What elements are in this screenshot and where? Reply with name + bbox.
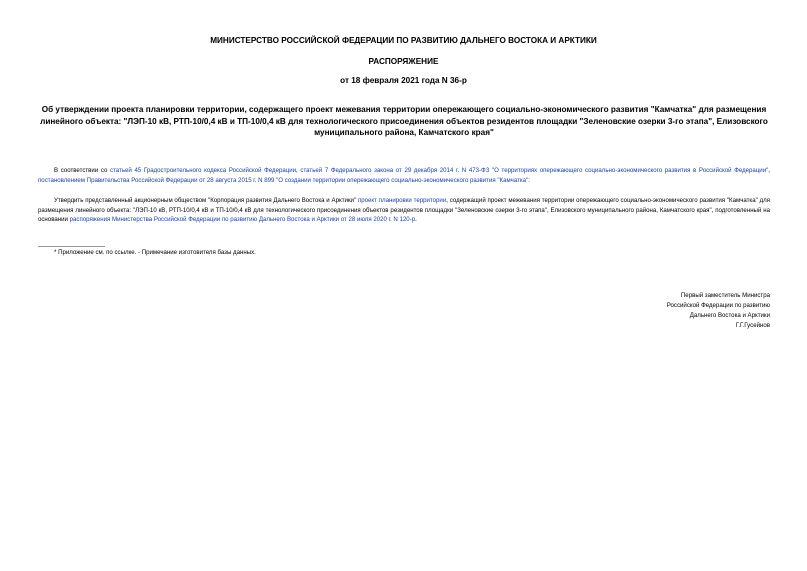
link-gradostroitelny-kodeks[interactable]: статьей 45 Градостроительного кодекса Российской Федерации [110, 167, 297, 174]
order-text-2: , содержащий проект межевания территории опережающего социально-экономического развития "Камчатка" для размещения линейного объекта: "ЛЭП-10 кВ, РТП-10/0,4 кВ и ТП-10/0,4 кВ для технологического присоединения объектов резидентов площадки "Зеленовские озерки 3-го этапа", Елизовского муниципального района, Камчатского края", подготовленный на основании [38, 197, 770, 224]
link-federal-law-473[interactable]: статьей 7 Федерального закона от 29 декабря 2014 г. N 473-ФЗ "О территориях опережающего социально-экономического развития в Российской Федерации" [300, 167, 769, 174]
link-ministry-order-120[interactable]: распоряжения Министерства Российской Федерации по развитию Дальнего Востока и Арктики от 28 июля 2020 г. N 120-р [69, 216, 416, 224]
footnote-divider [38, 246, 105, 247]
preamble-text-4: : [528, 176, 530, 184]
footnote: * Приложение см. по ссылке. - Примечание изготовителя базы данных. [54, 249, 256, 256]
preamble-text-2: , [296, 167, 301, 174]
order-text-1: Утвердить представленный акционерным обществом "Корпорация развития Дальнего Востока и Арктики" [54, 197, 358, 204]
preamble-paragraph [38, 166, 770, 185]
signature-position-line-1: Первый заместитель Министра [680, 292, 770, 299]
signature-position-line-3: Дальнего Востока и Арктики [689, 312, 770, 319]
signatory-name: Г.Г.Гусейнов [735, 322, 770, 329]
document-type: РАСПОРЯЖЕНИЕ [368, 57, 439, 66]
link-planning-project[interactable]: проект планировки территории [357, 197, 447, 204]
document-title: Об утверждении проекта планировки территории, содержащего проект межевания территории опережающего социально-экономического развития "Камчатка" для размещения линейного объекта: "ЛЭП-10 кВ, РТП-10/0,4 кВ и ТП-10/0,4 кВ для технологического присоединения объектов резидентов площадки "Зеленовские озерки 3-го этапа", Елизовского муниципального района, Камчатского края" [40, 105, 768, 137]
signature-block [667, 291, 770, 331]
signature-position-line-2: Российской Федерации по развитию [666, 302, 770, 309]
ministry-heading: МИНИСТЕРСТВО РОССИЙСКОЙ ФЕДЕРАЦИИ ПО РАЗВИТИЮ ДАЛЬНЕГО ВОСТОКА И АРКТИКИ [210, 36, 597, 45]
document-date-number: от 18 февраля 2021 года N 36-р [340, 76, 467, 85]
link-government-decree-899[interactable]: постановлением Правительства Российской Федерации от 28 августа 2015 г. N 899 "О создании территории опережающего социально-экономического развития "Камчатка" [38, 176, 529, 184]
order-paragraph [38, 196, 770, 225]
order-text-3: . [415, 216, 417, 224]
preamble-text-1: В соответствии со [54, 167, 111, 174]
preamble-text-3: , [768, 167, 770, 174]
